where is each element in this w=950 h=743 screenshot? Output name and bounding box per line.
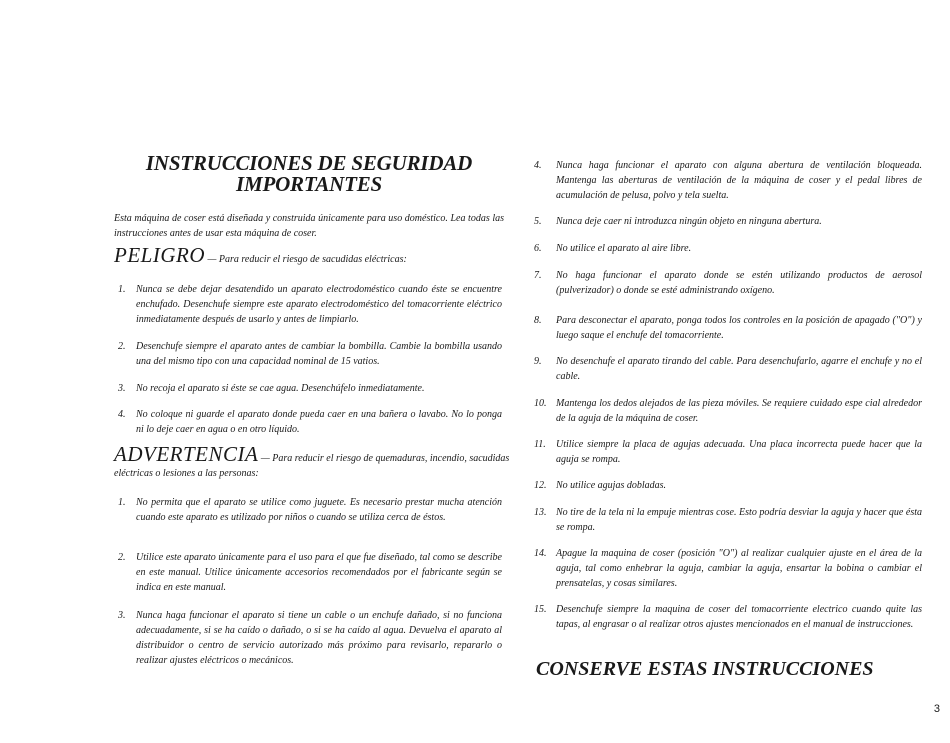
title-line-1: INSTRUCCIONES DE SEGURIDAD — [145, 151, 473, 175]
item-number: 2. — [118, 341, 126, 352]
advertencia-heading — [114, 442, 514, 481]
item-number: 14. — [534, 548, 547, 559]
item-text: No coloque ni guarde el aparato donde pueda caer en una bañera o lavabo. No lo ponga ni lo deje caer en agua o en otro líquido. — [136, 409, 502, 435]
item-number: 15. — [534, 604, 547, 615]
item-text: Nunca haga funcionar el aparato si tiene un cable o un enchufe dañado, si no funciona adecuadamente, si se ha caído o dañado, o si se ha caído al agua. Devuelva el aparato al distribuidor o centro de servicio autorizado más próximo para revisarlo, repararlo o realizar ajustes eléctricos o mecánicos. — [136, 610, 502, 666]
item-number: 12. — [534, 480, 547, 491]
document-title — [114, 153, 504, 195]
item-number: 3. — [118, 383, 126, 394]
item-number: 7. — [534, 270, 542, 281]
item-number: 1. — [118, 284, 126, 295]
item-number: 13. — [534, 507, 547, 518]
peligro-subtitle: — Para reducir el riesgo de sacudidas eléctricas: — [205, 254, 407, 265]
advertencia-word: ADVERTENCIA — [114, 442, 259, 466]
peligro-heading — [114, 243, 514, 267]
item-text: Utilice siempre la placa de agujas adecuada. Una placa incorrecta puede hacer que la aguja se rompa. — [556, 439, 922, 465]
advertencia-subtitle: — Para reducir el riesgo de quemaduras, incendio, sacudidas eléctricas o lesiones a las personas: — [114, 453, 510, 479]
item-text: Nunca deje caer ni introduzca ningún objeto en ninguna abertura. — [556, 216, 822, 227]
item-number: 1. — [118, 497, 126, 508]
item-number: 4. — [118, 409, 126, 420]
item-text: Desenchufe siempre la maquina de coser del tomacorriente electrico cuando quite las tapas, al engrasar o al realizar otros ajustes mencionados en el manual de instrucciones. — [556, 604, 922, 630]
title-line-2: IMPORTANTES — [236, 172, 382, 196]
item-number: 11. — [534, 439, 546, 450]
item-text: No tire de la tela ni la empuje mientras cose. Esto podría desviar la aguja y hacer que ésta se rompa. — [556, 507, 922, 533]
item-text: Nunca haga funcionar el aparato con alguna abertura de ventilación bloqueada. Mantenga las aberturas de ventilación de la máquina de coser y el pedal libres de acumulación de pelusa, polvo y tela suelta. — [556, 160, 922, 201]
item-text: Mantenga los dedos alejados de las pieza móviles. Se requiere cuidado espe cial alrededor de la aguja de la máquina de coser. — [556, 398, 922, 424]
footer-heading: CONSERVE ESTAS INSTRUCCIONES — [536, 658, 874, 680]
item-number: 5. — [534, 216, 542, 227]
item-text: No utilice el aparato al aire libre. — [556, 243, 692, 254]
item-text: Nunca se debe dejar desatendido un aparato electrodoméstico cuando éste se encuentre enchufado. Desenchufe siempre este aparato electrodoméstico del tomacorriente eléctrico inmediatamente después de usarlo y antes de limpiarlo. — [136, 284, 502, 325]
item-text: Utilice este aparato únicamente para el uso para el que fue diseñado, tal como se describe en este manual. Utilice únicamente accesorios recomendados por el fabricante según se indica en este manual. — [136, 552, 502, 593]
item-text: Apague la maquina de coser (posición "O") al realizar cualquier ajuste en el área de la aguja, tal como enhebrar la aguja, cambiar la aguja, ensartar la bobina o cambiar el prensatelas, y cosas similares. — [556, 548, 922, 589]
item-number: 2. — [118, 552, 126, 563]
item-number: 8. — [534, 315, 542, 326]
item-text: No desenchufe el aparato tirando del cable. Para desenchufarlo, agarre el enchufe y no el cable. — [556, 356, 922, 382]
item-text: No recoja el aparato si éste se cae agua. Desenchúfelo inmediatamente. — [136, 383, 425, 394]
item-number: 4. — [534, 160, 542, 171]
item-number: 6. — [534, 243, 542, 254]
page-number: 3 — [933, 703, 940, 715]
item-text: No permita que el aparato se utilice como juguete. Es necesario prestar mucha atención cuando este aparato es utilizado por niños o cuando se utiliza cerca de éstos. — [136, 497, 502, 523]
intro-paragraph: Esta máquina de coser está diseñada y construida únicamente para uso doméstico. Lea todas las instrucciones antes de usar esta máquina de coser. — [114, 213, 504, 239]
item-text: Desenchufe siempre el aparato antes de cambiar la bombilla. Cambie la bombilla usando una del mismo tipo con una capacidad nominal de 15 vatios. — [136, 341, 502, 367]
item-number: 9. — [534, 356, 542, 367]
item-number: 3. — [118, 610, 126, 621]
peligro-word: PELIGRO — [114, 243, 205, 267]
item-number: 10. — [534, 398, 547, 409]
item-text: No utilice agujas dobladas. — [556, 480, 666, 491]
item-text: Para desconectar el aparato, ponga todos los controles en la posición de apagado ("O") y luego saque el enchufe del tomacorriente. — [556, 315, 922, 341]
item-text: No haga funcionar el aparato donde se estén utilizando productos de aerosol (pulverizador) o donde se esté administrando oxígeno. — [556, 270, 922, 296]
